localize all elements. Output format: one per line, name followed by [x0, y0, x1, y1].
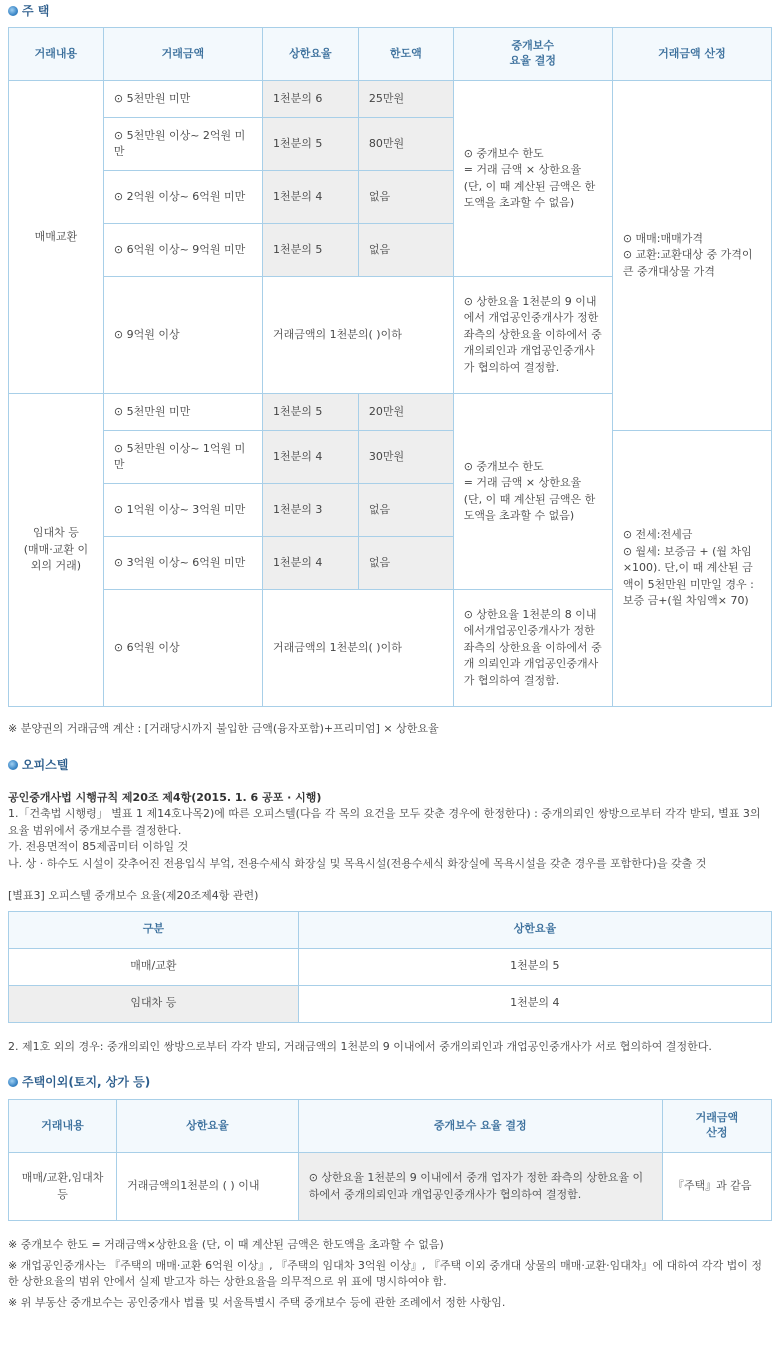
officetel-table-caption: [별표3] 오피스텔 중개보수 요율(제20조제4항 관련) [8, 889, 259, 902]
officetel-table [8, 911, 772, 1023]
amount-cell: ⊙ 5천만원 이상~ 1억원 미만 [103, 431, 262, 484]
other-table [8, 1099, 772, 1221]
housing-table [8, 27, 772, 707]
col-header: 중개보수 요율 결정 [453, 28, 612, 81]
section-title-other [8, 1071, 772, 1093]
limit-cell: 80만원 [358, 118, 453, 171]
rate-cell: 1천분의 3 [262, 484, 358, 537]
col-header: 거래금액 [103, 28, 262, 81]
table-row [9, 1153, 772, 1221]
category-cell: 임대차 등 (매매·교환 이외의 거래) [9, 394, 104, 707]
officetel-item-a: 가. 전용면적이 85제곱미터 이하일 것 [8, 840, 189, 853]
table-header-row [9, 1100, 772, 1153]
col-header: 한도액 [358, 28, 453, 81]
rate-cell: 1천분의 4 [262, 171, 358, 224]
amount-cell: ⊙ 5천만원 미만 [103, 394, 262, 431]
amount-cell: ⊙ 5천만원 미만 [103, 81, 262, 118]
kind-cell: 매매/교환,임대차 등 [9, 1153, 117, 1221]
amount-cell: ⊙ 1억원 이상~ 3억원 미만 [103, 484, 262, 537]
amount-cell: ⊙ 6억원 이상~ 9억원 미만 [103, 224, 262, 277]
table-row [9, 948, 772, 985]
col-header: 거래금액 산정 [612, 28, 771, 81]
rate-cell: 거래금액의 1천분의( )이하 [262, 277, 453, 394]
col-header: 거래금액 산정 [662, 1100, 771, 1153]
amount-cell: ⊙ 5천만원 이상~ 2억원 미만 [103, 118, 262, 171]
amount-cell: ⊙ 3억원 이상~ 6억원 미만 [103, 537, 262, 590]
rate-cell: 1천분의 5 [262, 224, 358, 277]
table-row [9, 81, 772, 118]
col-header: 구분 [9, 911, 299, 948]
bullet-icon [8, 1077, 18, 1087]
rate-cell: 거래금액의 1천분의( )이하 [262, 590, 453, 707]
law-title: 공인중개사법 시행규칙 제20조 제4항(2015. 1. 6 공포 · 시행) [8, 790, 322, 804]
table-row [9, 985, 772, 1022]
decision-cell: ⊙ 중개보수 한도 = 거래 금액 × 상한요율 (단, 이 때 계산된 금액은 한도액을 초과할 수 없음) [453, 394, 612, 590]
amount-cell: ⊙ 6억원 이상 [103, 590, 262, 707]
note-2: ※ 개업공인중개사는 『주택의 매매·교환 6억원 이상』, 『주택의 임대차 3억원 이상』, 『주택 이외 중개대 상물의 매매·교환·임대차』에 대하여 각각 법이 정한 상한요율의 범위 안에서 실제 받고자 하는 상한요율을 의무적으로 위 표에 명시하여야 함. [8, 1258, 763, 1288]
decision-cell: ⊙ 상한요율 1천분의 9 이내에서 개업공인중개사가 정한 좌측의 상한요율 이하에서 중개의뢰인과 개업공인중개사가 협의하여 결정함. [453, 277, 612, 394]
amount-cell: ⊙ 9억원 이상 [103, 277, 262, 394]
rate-cell: 1천분의 6 [262, 81, 358, 118]
rate-cell: 1천분의 5 [262, 394, 358, 431]
rate-cell: 1천분의 4 [262, 537, 358, 590]
section-title-officetel [8, 754, 772, 776]
rate-cell: 1천분의 4 [298, 985, 771, 1022]
rate-cell: 1천분의 5 [262, 118, 358, 171]
officetel-para2: 2. 제1호 외의 경우: 중개의뢰인 쌍방으로부터 각각 받되, 거래금액의 1천분의 9 이내에서 중개의뢰인과 개업공인중개사가 서로 협의하여 결정한다. [8, 1039, 712, 1053]
bullet-icon [8, 6, 18, 16]
limit-cell: 없음 [358, 171, 453, 224]
bullet-icon [8, 760, 18, 770]
section-title-housing [8, 0, 772, 22]
section-title-text: 오피스텔 [22, 757, 69, 772]
table-row [9, 431, 772, 484]
officetel-para1: 1.「건축법 시행령」 별표 1 제14호나목2)에 따른 오피스텔(다음 각 목의 요건을 모두 갖춘 경우에 한정한다) : 중개의뢰인 쌍방으로부터 각각 받되, 별표 3의 요율 범위에서 중개보수를 결정한다. [8, 807, 761, 837]
section-title-text: 주택이외(토지, 상가 등) [22, 1075, 151, 1089]
col-header: 상한요율 [117, 1100, 299, 1153]
col-header: 상한요율 [262, 28, 358, 81]
limit-cell: 없음 [358, 537, 453, 590]
calc-cell: ⊙ 전세:전세금 ⊙ 월세: 보증금 + (월 차임×100). 단,이 때 계산된 금액이 5천만원 미만일 경우 : 보증 금+(월 차임액× 70) [612, 431, 771, 707]
limit-cell: 25만원 [358, 81, 453, 118]
calc-cell: 『주택』과 같음 [662, 1153, 771, 1221]
note-3: ※ 위 부동산 중개보수는 공인중개사 법률 및 서울특별시 주택 중개보수 등에 관한 조례에서 정한 사항임. [8, 1295, 506, 1309]
decision-cell: ⊙ 상한요율 1천분의 8 이내에서개업공인중개사가 정한 좌측의 상한요율 이하에서 중개 의뢰인과 개업공인중개사가 협의하여 결정함. [453, 590, 612, 707]
section-title-text: 주 택 [22, 4, 50, 18]
calc-cell: ⊙ 매매:매매가격 ⊙ 교환:교환대상 중 가격이 큰 중개대상물 가격 [612, 81, 771, 431]
limit-cell: 20만원 [358, 394, 453, 431]
rate-cell: 거래금액의1천분의 ( ) 이내 [117, 1153, 299, 1221]
note-1: ※ 중개보수 한도 = 거래금액×상한요율 (단, 이 때 계산된 금액은 한도액을 초과할 수 없음) [8, 1238, 444, 1251]
col-header: 상한요율 [298, 911, 771, 948]
table-header-row [9, 911, 772, 948]
limit-cell: 30만원 [358, 431, 453, 484]
rate-cell: 1천분의 5 [298, 948, 771, 985]
table-header-row [9, 28, 772, 81]
limit-cell: 없음 [358, 224, 453, 277]
category-cell: 매매교환 [9, 81, 104, 394]
col-header: 거래내용 [9, 28, 104, 81]
col-header: 거래내용 [9, 1100, 117, 1153]
col-header: 중개보수 요율 결정 [298, 1100, 662, 1153]
limit-cell: 없음 [358, 484, 453, 537]
rate-cell: 1천분의 4 [262, 431, 358, 484]
kind-cell: 임대차 등 [9, 985, 299, 1022]
decision-cell: ⊙ 중개보수 한도 = 거래 금액 × 상한요율 (단, 이 때 계산된 금액은 한도액을 초과할 수 없음) [453, 81, 612, 277]
decision-cell: ⊙ 상한요율 1천분의 9 이내에서 중개 업자가 정한 좌측의 상한요율 이하에서 중개의뢰인과 개업공인중개사가 협의하여 결정함. [298, 1153, 662, 1221]
housing-footnote: ※ 분양권의 거래금액 계산 : [거래당시까지 불입한 금액(융자포함)+프리미엄] × 상한요율 [8, 722, 439, 735]
amount-cell: ⊙ 2억원 이상~ 6억원 미만 [103, 171, 262, 224]
officetel-item-b: 나. 상 · 하수도 시설이 갖추어진 전용입식 부엌, 전용수세식 화장실 및 목욕시설(전용수세식 화장실에 목욕시설을 갖춘 경우를 포함한다)을 갖출 것 [8, 856, 707, 870]
kind-cell: 매매/교환 [9, 948, 299, 985]
